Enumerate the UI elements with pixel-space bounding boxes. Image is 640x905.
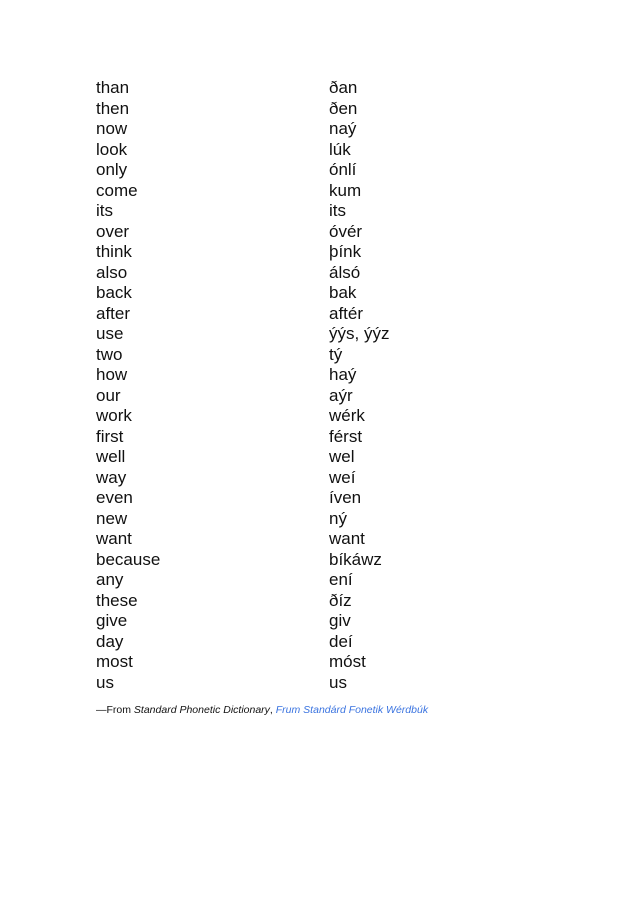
english-word: look [96, 139, 128, 159]
word-row [96, 570, 516, 591]
english-word: well [96, 447, 126, 466]
word-row [96, 365, 516, 386]
phonetic-spelling: álsó [329, 262, 361, 282]
english-word: back [96, 283, 132, 302]
word-row [96, 201, 516, 222]
phonetic-spelling: bak [329, 283, 357, 302]
phonetic-spelling: aftér [329, 303, 364, 323]
phonetic-spelling: ðíz [329, 590, 352, 610]
english-word: how [96, 365, 128, 384]
word-row [96, 304, 516, 325]
word-row [96, 345, 516, 366]
english-word: our [96, 385, 121, 405]
english-word: use [96, 324, 124, 343]
word-row [96, 529, 516, 550]
english-word: us [96, 672, 114, 692]
phonetic-spelling: þínk [329, 242, 362, 261]
english-word: also [96, 262, 128, 282]
phonetic-spelling: giv [329, 611, 351, 630]
english-word: any [96, 570, 124, 589]
word-row [96, 324, 516, 345]
source-book-title: Standard Phonetic Dictionary [133, 704, 270, 716]
english-word: think [96, 242, 132, 261]
english-word: way [96, 467, 127, 487]
phonetic-spelling: bíkáwz [329, 549, 382, 569]
word-row [96, 447, 516, 468]
phonetic-spelling: kum [329, 180, 362, 200]
word-row [96, 119, 516, 140]
source-prefix: —From [96, 704, 134, 716]
word-row [96, 632, 516, 653]
phonetic-spelling: ný [329, 508, 347, 528]
phonetic-spelling: móst [329, 652, 366, 671]
word-row [96, 611, 516, 632]
english-word: day [96, 631, 124, 651]
phonetic-spelling: lúk [329, 139, 351, 159]
phonetic-spelling: haý [329, 365, 357, 384]
phonetic-spelling: íven [329, 488, 362, 507]
word-row [96, 140, 516, 161]
phonetic-spelling: us [329, 672, 347, 692]
english-word: first [96, 426, 124, 446]
word-row [96, 78, 516, 99]
word-row [96, 550, 516, 571]
word-row [96, 488, 516, 509]
word-row [96, 181, 516, 202]
phonetic-spelling: óvér [329, 221, 363, 241]
english-word: come [96, 180, 138, 200]
english-word: after [96, 303, 131, 323]
word-row [96, 427, 516, 448]
phonetic-spelling: want [329, 529, 365, 548]
word-row [96, 591, 516, 612]
word-row [96, 652, 516, 673]
source-separator: , [269, 704, 276, 716]
source-link[interactable]: Frum Standárd Fonetik Wérdbúk [275, 704, 429, 716]
word-row [96, 283, 516, 304]
english-word: over [96, 221, 130, 241]
english-word: new [96, 508, 128, 528]
english-word: two [96, 344, 123, 364]
phonetic-spelling: wérk [329, 406, 365, 425]
word-row [96, 468, 516, 489]
word-row [96, 406, 516, 427]
english-word: most [96, 652, 133, 671]
phonetic-spelling: its [329, 201, 346, 220]
phonetic-spelling: aýr [329, 385, 353, 405]
phonetic-spelling: ðen [329, 98, 358, 118]
english-word: than [96, 78, 130, 97]
phonetic-spelling: deí [329, 631, 353, 651]
phonetic-spelling: weí [329, 467, 356, 487]
english-word: because [96, 549, 161, 569]
phonetic-spelling: ení [329, 570, 353, 589]
source-citation [96, 703, 428, 717]
word-row [96, 673, 516, 694]
word-row [96, 222, 516, 243]
english-word: work [96, 406, 132, 425]
word-row [96, 509, 516, 530]
english-word: now [96, 119, 128, 138]
english-word: only [96, 160, 128, 179]
phonetic-spelling: tý [329, 344, 343, 364]
english-word: even [96, 488, 133, 507]
phonetic-spelling: férst [329, 426, 363, 446]
english-word: its [96, 201, 113, 220]
phonetic-spelling: ðan [329, 78, 358, 97]
word-row [96, 263, 516, 284]
english-word: these [96, 590, 138, 610]
phonetic-spelling: ónlí [329, 160, 357, 179]
word-list [96, 78, 516, 693]
english-word: want [96, 529, 132, 548]
phonetic-spelling: wel [329, 447, 355, 466]
phonetic-spelling: ýýs, ýýz [329, 324, 390, 343]
english-word: give [96, 611, 128, 630]
english-word: then [96, 98, 130, 118]
word-row [96, 160, 516, 181]
word-row [96, 242, 516, 263]
word-row [96, 386, 516, 407]
word-row [96, 99, 516, 120]
phonetic-spelling: naý [329, 119, 357, 138]
